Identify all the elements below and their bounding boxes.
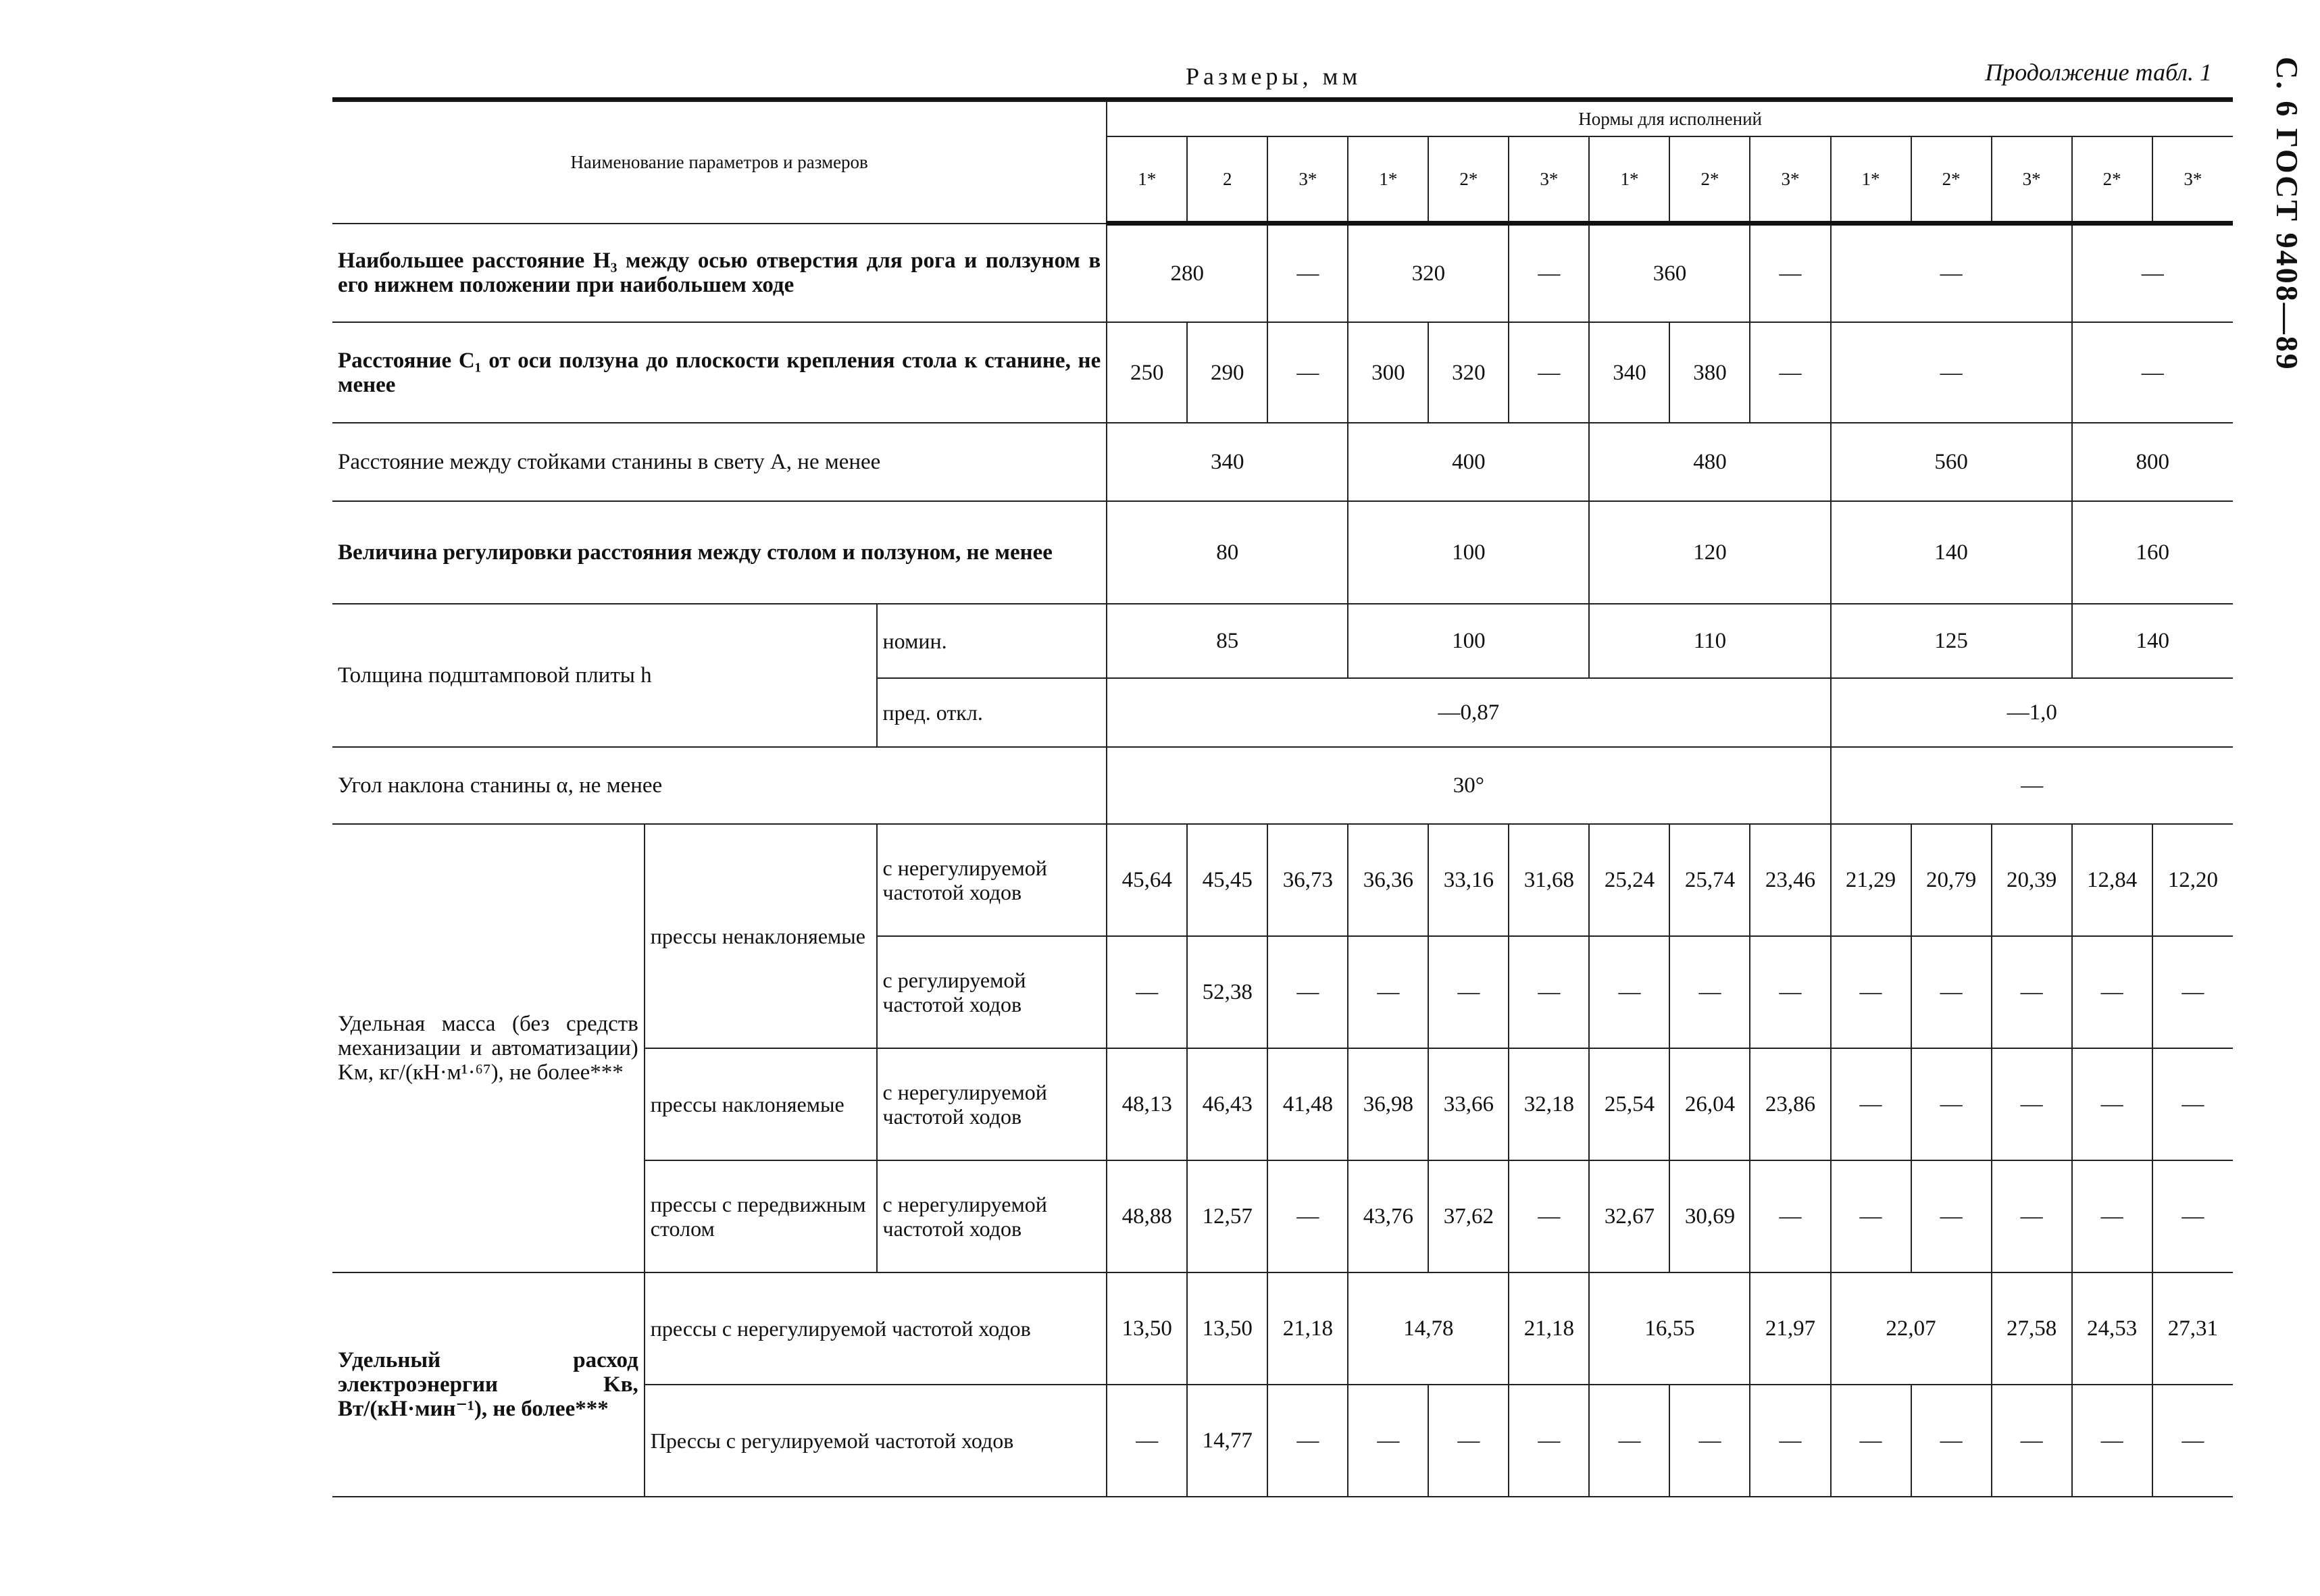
value-cell: 100	[1348, 501, 1589, 604]
value-cell: —	[1267, 1160, 1348, 1272]
value-cell: —	[1750, 1160, 1830, 1272]
value-cell: 340	[1107, 423, 1348, 501]
value-cell: —	[2152, 936, 2233, 1048]
value-cell: —	[2072, 224, 2233, 323]
group-moving-table: прессы с передвижным столом	[645, 1160, 877, 1272]
value-cell: 22,07	[1831, 1272, 1992, 1385]
column-header: 2*	[2072, 136, 2152, 224]
value-cell: 30,69	[1669, 1160, 1750, 1272]
value-cell: 33,66	[1428, 1048, 1509, 1160]
table-row	[332, 747, 2233, 824]
column-header: 2*	[1911, 136, 1992, 224]
value-cell: 80	[1107, 501, 1348, 604]
value-cell: —	[1750, 224, 1830, 323]
value-cell: —	[1589, 1385, 1669, 1497]
subgroup-nonregulated: с нерегулируемой частотой ходов	[877, 1048, 1107, 1160]
value-cell: —	[1992, 1385, 2072, 1497]
value-cell: 800	[2072, 423, 2233, 501]
value-cell: —	[1348, 1385, 1428, 1497]
column-header: 1*	[1831, 136, 1911, 224]
column-header: 3*	[1509, 136, 1589, 224]
value-cell: 125	[1831, 604, 2072, 678]
value-cell: 45,64	[1107, 824, 1187, 936]
value-cell: 27,58	[1992, 1272, 2072, 1385]
value-cell: 280	[1107, 224, 1267, 323]
value-cell: 25,74	[1669, 824, 1750, 936]
value-cell: 33,16	[1428, 824, 1509, 936]
value-cell: —	[1267, 936, 1348, 1048]
value-cell: 85	[1107, 604, 1348, 678]
value-cell: 45,45	[1187, 824, 1267, 936]
value-cell: 23,46	[1750, 824, 1830, 936]
value-cell: —	[1107, 936, 1187, 1048]
row-label-h3: Наибольшее расстояние H₃ между осью отверстия для рога и ползуном в его нижнем положении при наибольшем ходе	[332, 224, 1107, 323]
value-cell: —	[1750, 1385, 1830, 1497]
value-cell: 140	[2072, 604, 2233, 678]
plate-nominal-label: номин.	[877, 604, 1107, 678]
value-cell: —	[1911, 936, 1992, 1048]
group-non-tilting: прессы ненаклоняемые	[645, 824, 877, 1048]
value-cell: 21,97	[1750, 1272, 1830, 1385]
value-cell: 290	[1187, 322, 1267, 423]
value-cell: —	[1267, 224, 1348, 323]
value-cell: 48,13	[1107, 1048, 1187, 1160]
value-cell: —	[1831, 1160, 1911, 1272]
column-header: 3*	[1267, 136, 1348, 224]
row-label-adjustment: Величина регулировки расстояния между столом и ползуном, не менее	[332, 501, 1107, 604]
page-standard-label: С. 6 ГОСТ 9408—89	[2270, 57, 2304, 371]
table-row	[332, 423, 2233, 501]
value-cell: 320	[1348, 224, 1509, 323]
table-units-title: Размеры, мм	[1186, 63, 1362, 90]
table-row	[332, 604, 2233, 678]
value-cell: 41,48	[1267, 1048, 1348, 1160]
column-header: 1*	[1107, 136, 1187, 224]
column-header: 3*	[1750, 136, 1830, 224]
value-cell: 12,84	[2072, 824, 2152, 936]
group-tilting: прессы наклоняемые	[645, 1048, 877, 1160]
value-cell: 21,18	[1267, 1272, 1348, 1385]
value-cell: —	[1428, 1385, 1509, 1497]
value-cell: 21,18	[1509, 1272, 1589, 1385]
subgroup-nonregulated: с нерегулируемой частотой ходов	[877, 824, 1107, 936]
value-cell: —	[1669, 1385, 1750, 1497]
column-header: 3*	[2152, 136, 2233, 224]
value-cell: —	[1669, 936, 1750, 1048]
value-cell: 37,62	[1428, 1160, 1509, 1272]
value-cell: —	[1589, 936, 1669, 1048]
table-row	[332, 322, 2233, 423]
value-cell: 36,98	[1348, 1048, 1428, 1160]
row-label-mass: Удельная масса (без средств механизации и автоматизации) Kм, кг/(кН·м¹·⁶⁷), не более***	[332, 824, 645, 1272]
norms-column-header: Нормы для исполнений	[1107, 101, 2233, 136]
value-cell: —	[1831, 224, 2072, 323]
value-cell: —	[1831, 936, 1911, 1048]
row-label-energy: Удельный расход электроэнергии Kв, Вт/(кН·мин⁻¹), не более***	[332, 1272, 645, 1497]
value-cell: 21,29	[1831, 824, 1911, 936]
value-cell: —	[1509, 322, 1589, 423]
value-cell: 100	[1348, 604, 1589, 678]
column-header: 1*	[1589, 136, 1669, 224]
value-cell: 36,73	[1267, 824, 1348, 936]
value-cell: —	[1509, 224, 1589, 323]
value-cell: 31,68	[1509, 824, 1589, 936]
value-cell: 160	[2072, 501, 2233, 604]
value-cell: 13,50	[1187, 1272, 1267, 1385]
value-cell: —	[1267, 1385, 1348, 1497]
value-cell: 120	[1589, 501, 1830, 604]
value-cell: —	[2072, 1160, 2152, 1272]
value-cell: 320	[1428, 322, 1509, 423]
value-cell: —	[1428, 936, 1509, 1048]
value-cell: 16,55	[1589, 1272, 1750, 1385]
value-cell: 12,20	[2152, 824, 2233, 936]
value-cell: —	[2072, 1385, 2152, 1497]
value-cell: 20,39	[1992, 824, 2072, 936]
table-row	[332, 824, 2233, 936]
table-row	[332, 224, 2233, 323]
value-cell: 36,36	[1348, 824, 1428, 936]
value-cell: 300	[1348, 322, 1428, 423]
value-cell: 360	[1589, 224, 1750, 323]
value-cell: —1,0	[1831, 678, 2233, 747]
subgroup-nonregulated: с нерегулируемой частотой ходов	[877, 1160, 1107, 1272]
table-row	[332, 501, 2233, 604]
value-cell: —	[1992, 936, 2072, 1048]
value-cell: —	[1831, 747, 2233, 824]
value-cell: —	[1348, 936, 1428, 1048]
column-header: 1*	[1348, 136, 1428, 224]
value-cell: 12,57	[1187, 1160, 1267, 1272]
value-cell: —	[2152, 1048, 2233, 1160]
value-cell: —	[1750, 936, 1830, 1048]
value-cell: —	[1267, 322, 1348, 423]
value-cell: 340	[1589, 322, 1669, 423]
value-cell: 560	[1831, 423, 2072, 501]
value-cell: —	[1911, 1385, 1992, 1497]
value-cell: 480	[1589, 423, 1830, 501]
column-header: 2*	[1669, 136, 1750, 224]
subgroup-regulated: с регулируемой частотой ходов	[877, 936, 1107, 1048]
value-cell: —	[1831, 322, 2072, 423]
value-cell: —	[2152, 1160, 2233, 1272]
column-header: 2*	[1428, 136, 1509, 224]
energy-nonregulated-label: прессы с нерегулируемой частотой ходов	[645, 1272, 1107, 1385]
parameters-table-wrapper	[332, 97, 2233, 1497]
table-row	[332, 1272, 2233, 1385]
value-cell: 400	[1348, 423, 1589, 501]
row-label-c1: Расстояние C₁ от оси ползуна до плоскости крепления стола к станине, не менее	[332, 322, 1107, 423]
parameters-table	[332, 101, 2233, 1497]
value-cell: —	[1750, 322, 1830, 423]
value-cell: 32,67	[1589, 1160, 1669, 1272]
value-cell: —	[1509, 1385, 1589, 1497]
value-cell: 25,54	[1589, 1048, 1669, 1160]
column-header: 3*	[1992, 136, 2072, 224]
value-cell: 140	[1831, 501, 2072, 604]
value-cell: 26,04	[1669, 1048, 1750, 1160]
value-cell: 27,31	[2152, 1272, 2233, 1385]
param-column-header: Наименование параметров и размеров	[332, 101, 1107, 224]
value-cell: —	[1831, 1048, 1911, 1160]
continuation-note: Продолжение табл. 1	[1985, 59, 2212, 86]
energy-regulated-label: Прессы с регулируемой частотой ходов	[645, 1385, 1107, 1497]
value-cell: 52,38	[1187, 936, 1267, 1048]
value-cell: —	[1911, 1160, 1992, 1272]
value-cell: 48,88	[1107, 1160, 1187, 1272]
value-cell: —	[1831, 1385, 1911, 1497]
row-label-angle: Угол наклона станины α, не менее	[332, 747, 1107, 824]
value-cell: 13,50	[1107, 1272, 1187, 1385]
row-label-a: Расстояние между стойками станины в свету A, не менее	[332, 423, 1107, 501]
row-label-plate: Толщина подштамповой плиты h	[332, 604, 877, 747]
value-cell: 14,77	[1187, 1385, 1267, 1497]
value-cell: —	[2072, 1048, 2152, 1160]
value-cell: —	[1509, 1160, 1589, 1272]
value-cell: —0,87	[1107, 678, 1830, 747]
value-cell: —	[2072, 936, 2152, 1048]
value-cell: 23,86	[1750, 1048, 1830, 1160]
value-cell: 46,43	[1187, 1048, 1267, 1160]
value-cell: 250	[1107, 322, 1187, 423]
value-cell: —	[1992, 1160, 2072, 1272]
plate-tolerance-label: пред. откл.	[877, 678, 1107, 747]
value-cell: —	[2152, 1385, 2233, 1497]
value-cell: 14,78	[1348, 1272, 1509, 1385]
value-cell: 30°	[1107, 747, 1830, 824]
value-cell: —	[2072, 322, 2233, 423]
value-cell: 110	[1589, 604, 1830, 678]
value-cell: 380	[1669, 322, 1750, 423]
value-cell: 25,24	[1589, 824, 1669, 936]
value-cell: 43,76	[1348, 1160, 1428, 1272]
value-cell: —	[1107, 1385, 1187, 1497]
value-cell: 20,79	[1911, 824, 1992, 936]
value-cell: —	[1509, 936, 1589, 1048]
value-cell: —	[1911, 1048, 1992, 1160]
column-header: 2	[1187, 136, 1267, 224]
value-cell: —	[1992, 1048, 2072, 1160]
value-cell: 32,18	[1509, 1048, 1589, 1160]
value-cell: 24,53	[2072, 1272, 2152, 1385]
